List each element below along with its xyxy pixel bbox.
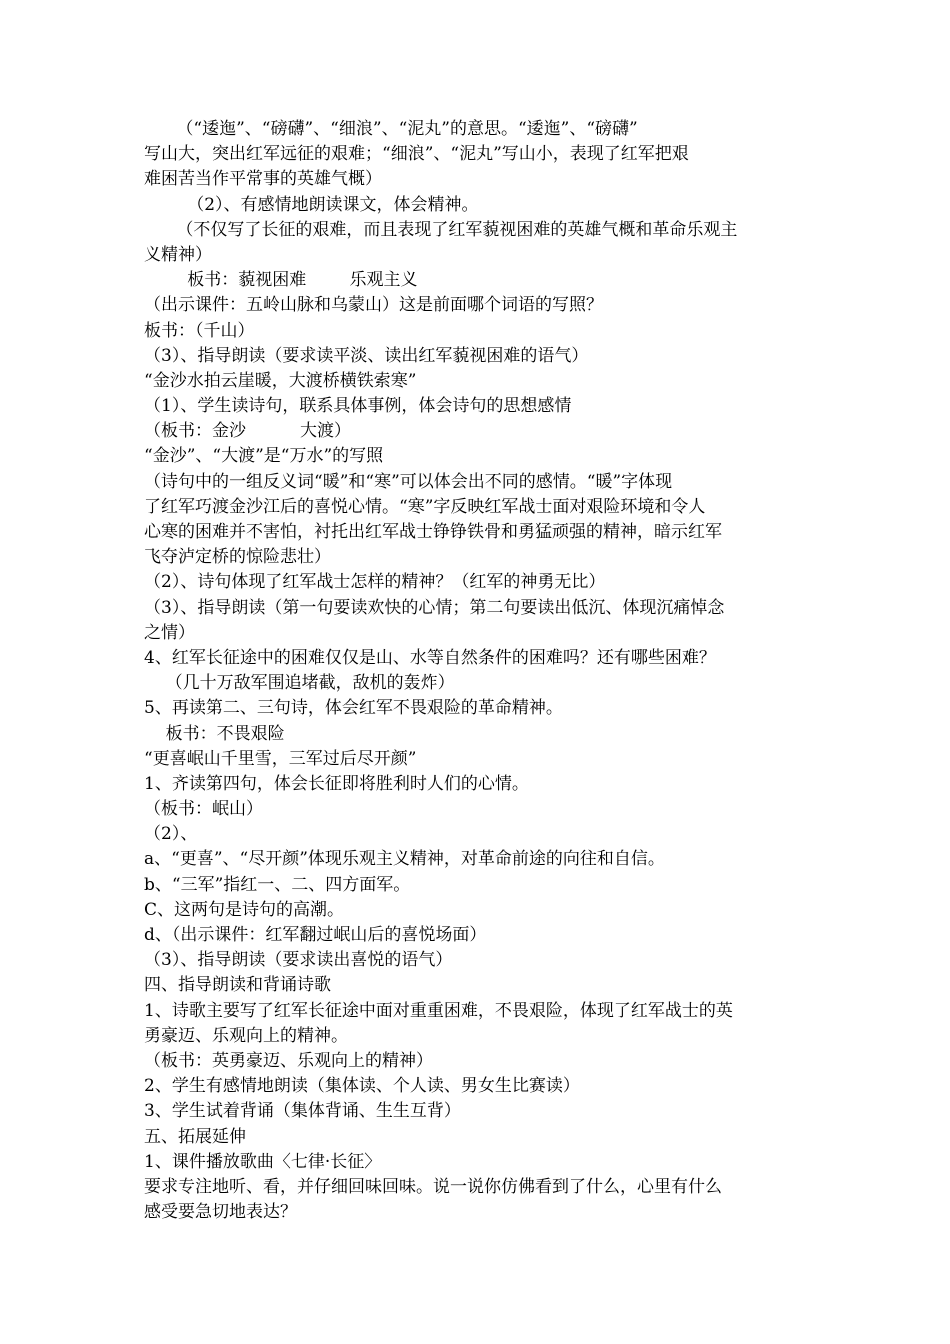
text-line: 要求专注地听、看，并仔细回味回味。说一说你仿佛看到了什么，心里有什么	[144, 1176, 722, 1197]
text-line: 板书：（千山）	[144, 320, 255, 341]
section-heading: 五、拓展延伸	[144, 1126, 246, 1147]
document-body	[144, 117, 816, 1225]
text-line: 2、学生有感情地朗读（集体读、个人读、男女生比赛读）	[144, 1076, 580, 1097]
text-line: d、（出示课件：红军翻过岷山后的喜悦场面）	[144, 925, 487, 945]
text-line: 3、学生试着背诵（集体背诵、生生互背）	[144, 1101, 461, 1122]
text-line: 1、齐读第四句，体会长征即将胜利时人们的心情。	[144, 773, 529, 794]
text-line: （3）、指导朗读（要求读出喜悦的语气）	[144, 950, 453, 971]
text-line: 4、红军长征途中的困难仅仅是山、水等自然条件的困难吗？还有哪些困难？	[144, 647, 716, 668]
text-line: 义精神）	[144, 244, 212, 265]
text-line: 勇豪迈、乐观向上的精神。	[144, 1025, 348, 1046]
text-line: （诗句中的一组反义词“暖”和“寒”可以体会出不同的感情。“暖”字体现	[144, 471, 673, 492]
text-line: “金沙”、“大渡”是“万水”的写照	[144, 446, 384, 467]
text-line: b、“三军”指红一、二、四方面军。	[144, 874, 411, 895]
text-line: （3）、指导朗读（第一句要读欢快的心情；第二句要读出低沉、体现沉痛悼念	[144, 597, 725, 618]
text-line: （2）、诗句体现了红军战士怎样的精神？（红军的神勇无比）	[144, 572, 606, 593]
text-line: 1、诗歌主要写了红军长征途中面对重重困难，不畏艰险，体现了红军战士的英	[144, 1000, 733, 1021]
text-line: 感受要急切地表达？	[144, 1202, 297, 1223]
text-line: 了红军巧渡金沙江后的喜悦心情。“寒”字反映红军战士面对艰险环境和令人	[144, 496, 706, 517]
text-line: C、这两句是诗句的高潮。	[144, 899, 345, 920]
text-line: （几十万敌军围追堵截，敌机的轰炸）	[144, 673, 455, 694]
text-line: （2）、有感情地朗读课文，体会精神。	[144, 194, 479, 215]
text-line: 1、课件播放歌曲〈七律·长征〉	[144, 1151, 382, 1172]
text-line: a、“更喜”、“尽开颜”体现乐观主义精神，对革命前途的向往和自信。	[144, 849, 665, 870]
text-line: 板书：不畏艰险	[144, 723, 285, 744]
text-line: （3）、指导朗读（要求读平淡、读出红军藐视困难的语气）	[144, 345, 589, 366]
text-line: （板书：岷山）	[144, 799, 263, 820]
text-line: （出示课件：五岭山脉和乌蒙山）这是前面哪个词语的写照？	[144, 295, 603, 316]
text-line: （板书：金沙 大渡）	[144, 421, 352, 442]
text-line: 之情）	[144, 622, 195, 643]
text-line: “更喜岷山千里雪，三军过后尽开颜”	[144, 748, 417, 769]
text-line: 5、再读第二、三句诗，体会红军不畏艰险的革命精神。	[144, 698, 563, 719]
text-line: （2）、	[144, 824, 198, 845]
section-heading: 四、指导朗读和背诵诗歌	[144, 975, 331, 996]
text-line: “金沙水拍云崖暖，大渡桥横铁索寒”	[144, 370, 417, 391]
text-line: （“逶迤”、“磅礴”、“细浪”、“泥丸”的意思。“逶迤”、“磅礴”	[144, 119, 638, 139]
text-line: 写山大，突出红军远征的艰难；“细浪”、“泥丸”写山小，表现了红军把艰	[144, 144, 689, 165]
text-line: （板书：英勇豪迈、乐观向上的精神）	[144, 1050, 433, 1071]
text-line: （1）、学生读诗句，联系具体事例，体会诗句的思想感情	[144, 396, 572, 417]
text-line: 板书：藐视困难 乐观主义	[144, 270, 418, 291]
text-line: 难困苦当作平常事的英雄气概）	[144, 169, 382, 190]
text-line: 心寒的困难并不害怕，衬托出红军战士铮铮铁骨和勇猛顽强的精神，暗示红军	[144, 522, 722, 542]
text-line: 飞夺泸定桥的惊险悲壮）	[144, 547, 331, 568]
text-line: （不仅写了长征的艰难，而且表现了红军藐视困难的英雄气概和革命乐观主	[144, 219, 738, 240]
